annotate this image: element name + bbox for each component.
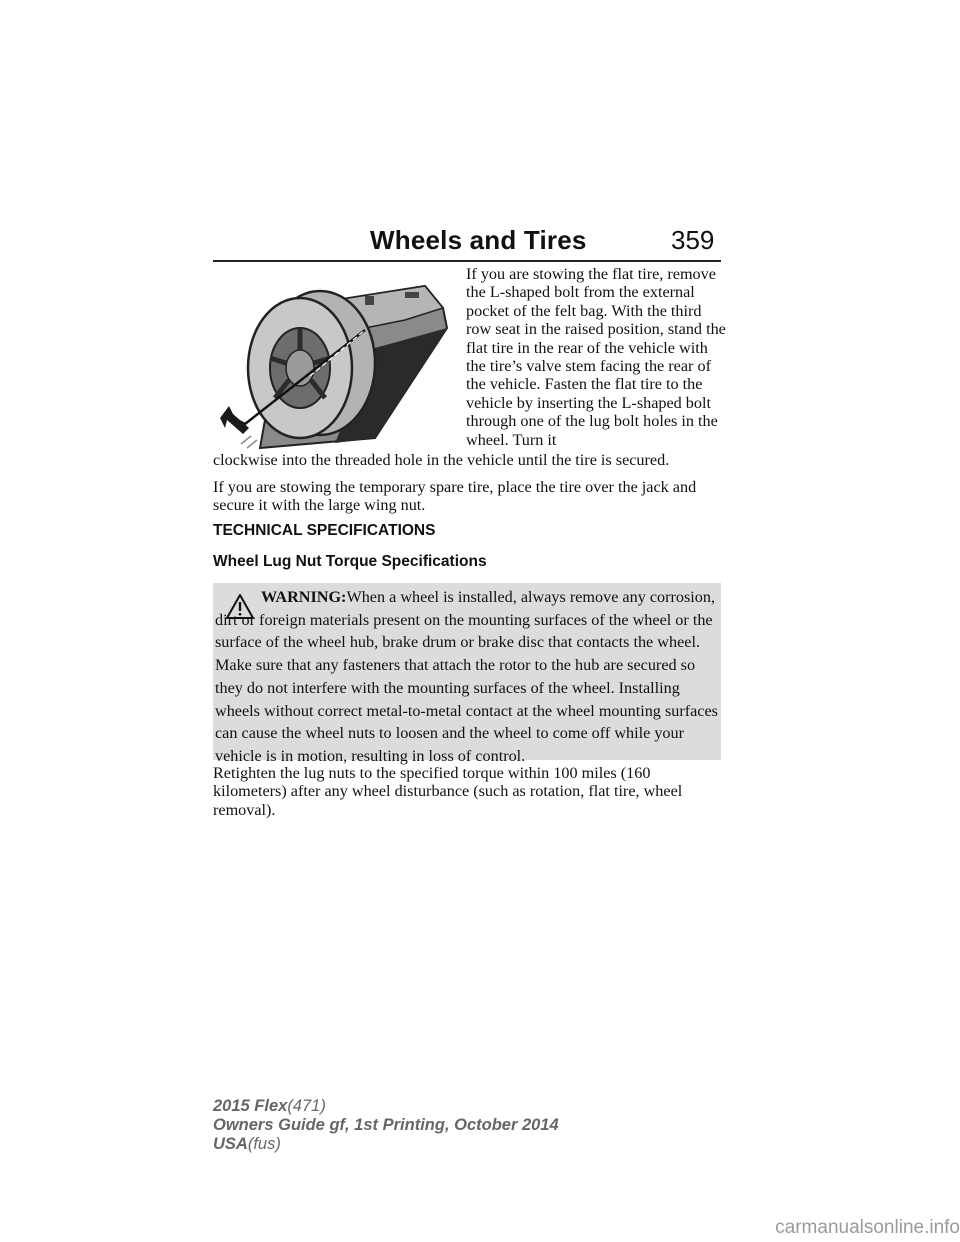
- warning-label: WARNING:: [261, 588, 347, 606]
- direction-arrow: [220, 406, 249, 434]
- warning-body: When a wheel is installed, always remove any corrosion, dirt or foreign materials present on the mounting surfaces of the wheel or the surface of the wheel hub, brake drum or brake disc that contacts the wheel. Make sure that any fasteners that attach the rotor to the hub are secured so they do not interfere with the mounting surfaces of the wheel. Installing wheels without correct metal-to-metal contact at the wheel mounting surfaces can cause the wheel nuts to loosen and the wheel to come off while your vehicle is in motion, resulting in loss of control.: [215, 588, 718, 765]
- spare-tire-paragraph: If you are stowing the temporary spare tire, place the tire over the jack and secure it with the large wing nut.: [213, 478, 697, 515]
- panel-slot-2: [365, 296, 374, 305]
- footer-line-1: 2015 Flex(471): [213, 1097, 326, 1115]
- intro-continued-line: clockwise into the threaded hole in the vehicle until the tire is secured.: [213, 451, 670, 469]
- footer: [213, 1097, 559, 1154]
- footer-line-3: USA(fus): [213, 1135, 281, 1153]
- arrow-motion-lines: [241, 436, 257, 448]
- retighten-paragraph: Retighten the lug nuts to the specified torque within 100 miles (160 kilometers) after any wheel disturbance (such as rotation, flat tire, wheel removal).: [213, 764, 683, 819]
- page-number: 359: [671, 225, 715, 255]
- watermark: carmanualsonline.info: [775, 1217, 960, 1238]
- warning-text: [215, 586, 719, 768]
- section-heading: TECHNICAL SPECIFICATIONS: [213, 522, 436, 539]
- page-header-title: Wheels and Tires: [370, 225, 587, 255]
- footer-line-2: Owners Guide gf, 1st Printing, October 2014: [213, 1116, 559, 1134]
- header-rule: [213, 260, 721, 262]
- warning-box: [213, 583, 721, 765]
- tire-stowing-illustration: [215, 268, 455, 453]
- intro-paragraph: If you are stowing the flat tire, remove the L-shaped bolt from the external pocket of the felt bag. With the third row seat in the raised position, stand the flat tire in the rear of the vehicle with the tire’s valve stem facing the rear of the vehicle. Fasten the flat tire to the vehicle by inserting the L-shaped bolt through one of the lug bolt holes in the wheel. Turn it: [466, 265, 726, 449]
- panel-slot-3: [405, 292, 419, 298]
- subsection-heading: Wheel Lug Nut Torque Specifications: [213, 553, 487, 570]
